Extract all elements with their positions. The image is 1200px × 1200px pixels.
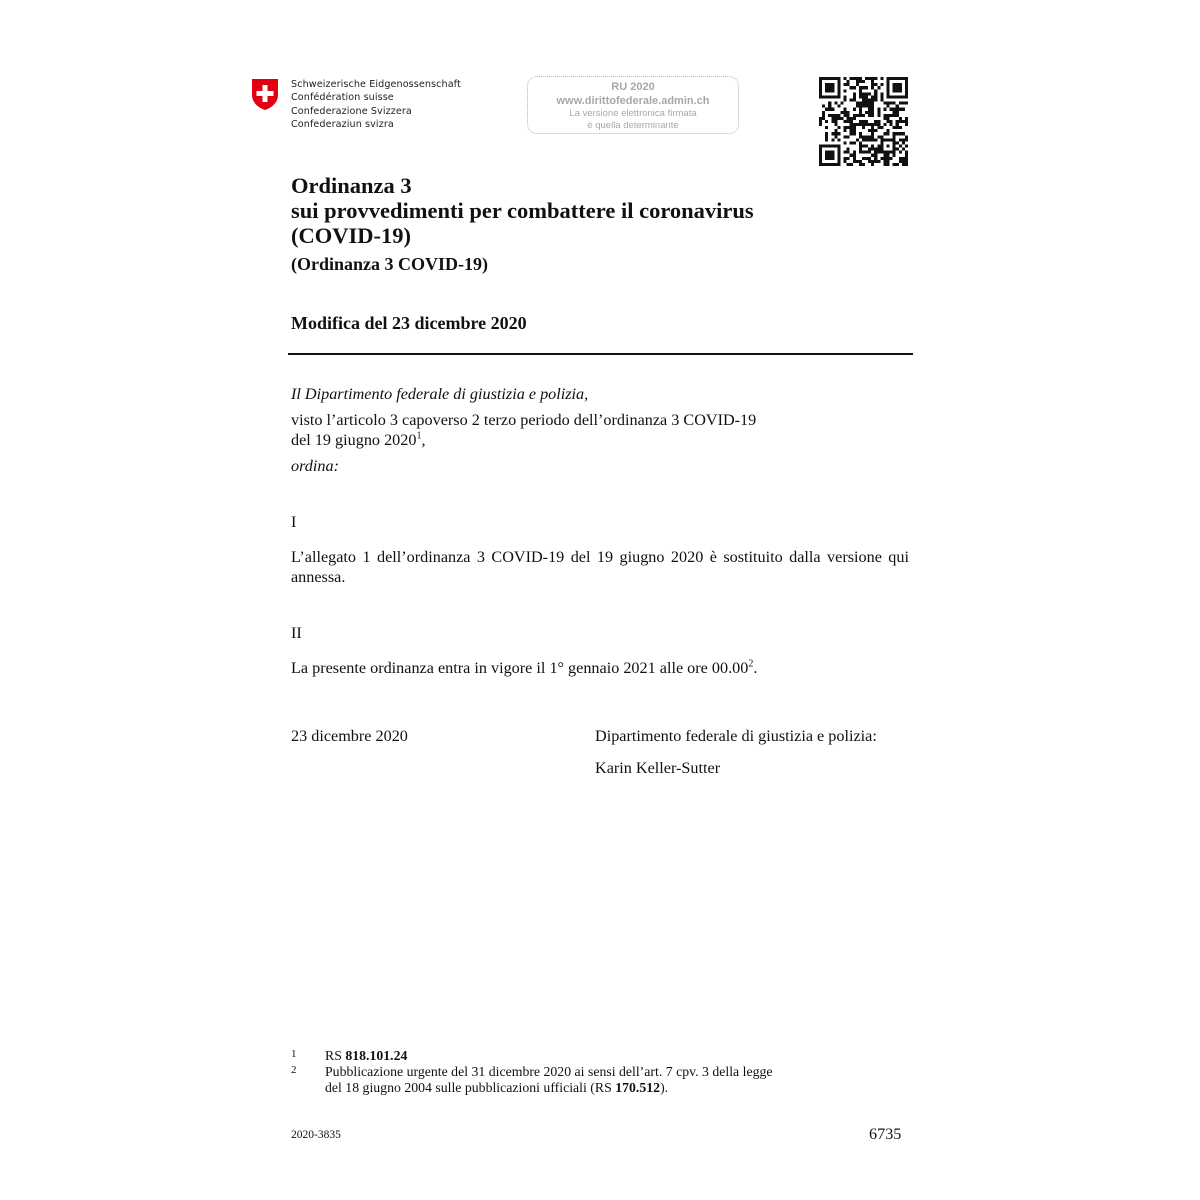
footnote-ref-1[interactable]: 1 [416, 430, 422, 442]
title-line-3: (COVID-19) [291, 223, 411, 248]
stamp-ru: RU 2020 [611, 81, 655, 93]
preamble-line-2: del 19 giugno 2020$^1$, [291, 430, 426, 449]
issuing-authority: Il Dipartimento federale di giustizia e polizia, [291, 385, 589, 403]
footnote-1-number: 1 [291, 1048, 297, 1060]
confederation-name-rm: Confederaziun svizra [291, 119, 394, 131]
title-line-1: Ordinanza 3 [291, 173, 412, 198]
orders-word: ordina: [291, 457, 339, 475]
document-number: 2020-3835 [291, 1129, 341, 1141]
footnote-2-number: 2 [291, 1064, 297, 1076]
footnote-2-line-1: Pubblicazione urgente del 31 dicembre 2020 ai sensi dell’art. 7 cpv. 3 della legge [325, 1064, 773, 1079]
amendment-date-heading: Modifica del 23 dicembre 2020 [291, 313, 527, 333]
footnote-2-line-2: del 18 giugno 2004 sulle pubblicazioni ufficiali (RS 170.512). [325, 1080, 669, 1095]
signatory-name: Karin Keller-Sutter [595, 759, 721, 777]
signature-date: 23 dicembre 2020 [291, 727, 408, 745]
document-title [291, 173, 754, 248]
stamp-note-1: La versione elettronica firmata [569, 108, 697, 119]
confederation-name-fr: Confédération suisse [291, 92, 394, 104]
preamble-line-1: visto l’articolo 3 capoverso 2 terzo periodo dell’ordinanza 3 COVID-19 [291, 411, 757, 429]
confederation-name-it: Confederazione Svizzera [291, 105, 412, 117]
title-divider [288, 353, 913, 355]
section-1-text: L’allegato 1 dell’ordinanza 3 COVID-19 del 19 giugno 2020 è sostituito dalla versione qui annessa. [291, 548, 909, 586]
qr-code-icon [819, 77, 908, 166]
footnote-ref-2[interactable]: 2 [748, 658, 754, 670]
confederation-names [291, 78, 461, 132]
confederation-name-de: Schweizerische Eidgenossenschaft [291, 79, 461, 90]
official-publication-stamp [527, 76, 739, 134]
title-line-2: sui provvedimenti per combattere il coronavirus [291, 198, 754, 223]
section-numeral-2: II [291, 624, 302, 642]
short-title: (Ordinanza 3 COVID-19) [291, 254, 488, 274]
stamp-url[interactable]: www.dirittofederale.admin.ch [556, 95, 710, 107]
section-2-text: La presente ordinanza entra in vigore il 1° gennaio 2021 alle ore 00.00$^2$. [291, 658, 758, 677]
swiss-coat-of-arms-icon [251, 78, 279, 111]
stamp-note-2: è quella determinante [587, 120, 679, 131]
signature-department: Dipartimento federale di giustizia e polizia: [595, 727, 877, 745]
page-number: 6735 [869, 1125, 902, 1143]
section-numeral-1: I [291, 513, 297, 531]
footnote-1-text: RS 818.101.24 [325, 1048, 408, 1063]
